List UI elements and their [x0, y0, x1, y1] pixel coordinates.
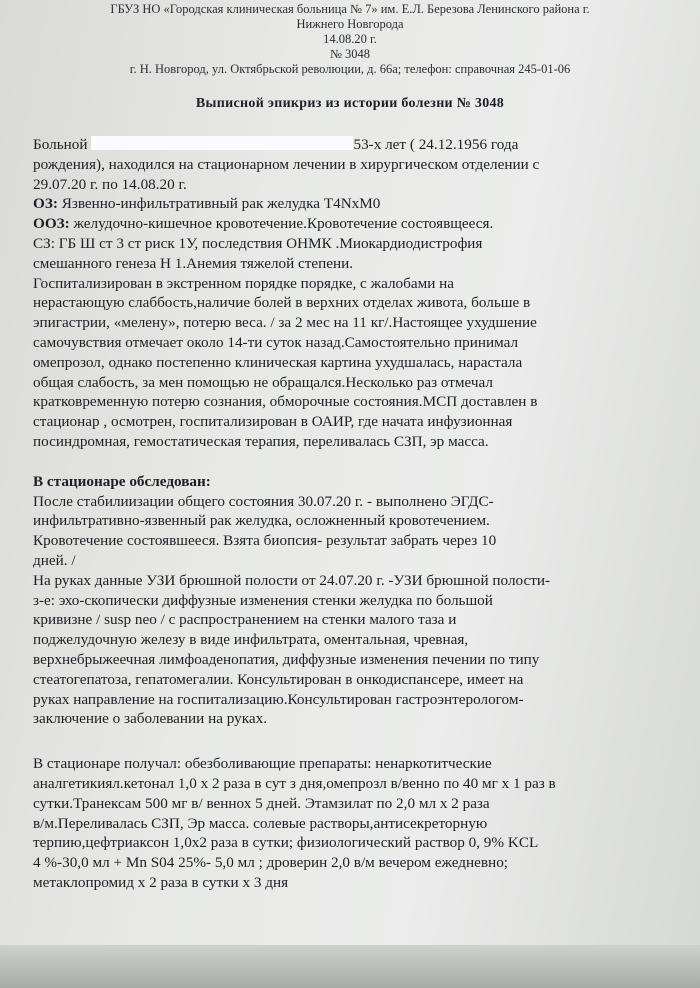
document-body — [33, 135, 665, 893]
examination-line: стеатогепатоза, гепатомегалии. Консультирован в онкодиспансере, имеет на — [33, 670, 524, 688]
treatment-line: в/м.Переливалась СЗП, Эр масса. солевые растворы,антисекреторную — [33, 814, 488, 832]
document-number: № 3048 — [329, 47, 371, 61]
examination-heading: В стационаре обследован: — [33, 472, 211, 490]
anamnesis-line: нерастающую слаббость,наличие болей в верхних отделах живота, больше в — [33, 294, 531, 312]
section-spacer — [33, 452, 665, 472]
document-title: Выписной эпикриз из истории болезни № 3048 — [195, 96, 505, 111]
document-header — [60, 2, 640, 77]
complication-diagnosis-text: желудочно-кишечное кровотечение.Кровотечение состоявщееся. — [69, 215, 494, 233]
anamnesis-line: Госпитализирован в экстренном порядке порядке, с жалобами на — [33, 274, 454, 292]
complication-diagnosis-label: ООЗ: — [33, 215, 70, 233]
treatment-line: терпию,цефтриаксон 1,0х2 раза в сутки; физиологический раствор 0, 9% KCL — [33, 834, 539, 852]
examination-line: дней. / — [33, 551, 76, 569]
comorbidity-line-2: смешанного генеза Н 1.Анемия тяжелой степени. — [33, 254, 354, 272]
treatment-line: 4 %-30,0 мл + Mn S04 25%- 5,0 мл ; дроверин 2,0 в/м вечером ежедневно; — [33, 854, 509, 872]
anamnesis-line: самочувствия отмечает около 14-ти суток назад.Самостоятельно принимал — [33, 333, 519, 351]
hospital-name: ГБУЗ НО «Городская клиническая больница № 7» им. Е.Л. Березова Ленинского района г. — [110, 2, 590, 16]
patient-label: Больной — [33, 136, 88, 153]
examination-line: кривизне / susp neo / с распространением на стенки малого таза и — [33, 611, 457, 629]
treatment-line: сутки.Транексам 500 мг в/ веннох 5 дней. Этамзилат по 2,0 мл х 2 раза — [33, 794, 490, 812]
anamnesis-line: стационар , осмотрен, госпитализирован в ОАИР, где начата инфузионная — [33, 413, 513, 431]
main-diagnosis-label: ОЗ: — [33, 195, 58, 213]
main-diagnosis — [33, 194, 665, 214]
comorbidity-line-1: СЗ: ГБ Ш ст 3 ст риск 1У, последствия ОНМК .Миокардиодистрофия — [33, 234, 483, 252]
intro-line-2: рождения), находился на стационарном лечении в хирургическом отделении с — [33, 155, 540, 173]
document-date: 14.08.20 г. — [323, 32, 377, 46]
hospital-address: г. Н. Новгород, ул. Октябрьской революции, д. 66а; телефон: справочная 245-01-06 — [129, 62, 571, 76]
paper-fold-shadow — [0, 945, 700, 988]
intro-line-3: 29.07.20 г. по 14.08.20 г. — [33, 175, 187, 193]
examination-line: з-е: эхо-скопически диффузные изменения стенки желудка по большой — [33, 591, 493, 609]
examination-line: поджелудочную железу в виде инфильтрата, оментальная, чревная, — [33, 631, 469, 649]
anamnesis-line: посиндромная, гемостатическая терапия, переливалась СЗП, эр масса. — [33, 432, 489, 450]
section-spacer — [33, 729, 665, 754]
examination-line: После стабилиизации общего состояния 30.07.20 г. - выполнено ЭГДС- — [33, 492, 494, 510]
examination-line: верхнебрыжеечная лимфоаденопатия, диффузные изменения печении по типу — [33, 650, 540, 668]
intro-line-1 — [33, 135, 665, 155]
patient-age: 53-х лет ( 24.12.1956 года — [353, 136, 519, 153]
anamnesis-line: омепрозол, однако постепенно клиническая картина ухудшалась, нарастала — [33, 353, 523, 371]
examination-line: заключение о заболевании на руках. — [33, 710, 268, 728]
anamnesis-line: общая слабость, за мен помощью не обращался.Несколько раз отмечал — [33, 373, 493, 391]
main-diagnosis-text: Язвенно-инфильтративный рак желудка T4NxM0 — [57, 195, 381, 213]
examination-line: На руках данные УЗИ брюшной полости от 24.07.20 г. -УЗИ брюшной полости- — [33, 571, 551, 589]
anamnesis-line: эпигастрии, «мелену», потерю веса. / за 2 мес на 11 кг/.Настоящее ухудшение — [33, 314, 537, 332]
complication-diagnosis — [33, 214, 665, 234]
treatment-line: В стационаре получал: обезболивающие препараты: ненаркотитческие — [33, 755, 492, 773]
examination-line: Кровотечение состоявшееся. Взята биопсия- результат забрать через 10 — [33, 532, 497, 550]
treatment-line: аналгетикиял.кетонал 1,0 х 2 раза в сут з дня,омепрозл в/венно по 40 мг х 1 раз в — [33, 774, 556, 792]
redacted-name — [91, 136, 353, 150]
treatment-line: метаклопромид х 2 раза в сутки х 3 дня — [33, 873, 289, 891]
examination-line: руках направление на госпитализацию.Консультирован гастроэнтерологом- — [33, 690, 524, 708]
anamnesis-line: кратковременную потерю сознания, обморочные состояния.МСП доставлен в — [33, 393, 538, 411]
examination-line: инфильтративно-язвенный рак желудка, осложненный кровотечением. — [33, 512, 490, 530]
hospital-city: Нижнего Новгорода — [296, 17, 404, 31]
